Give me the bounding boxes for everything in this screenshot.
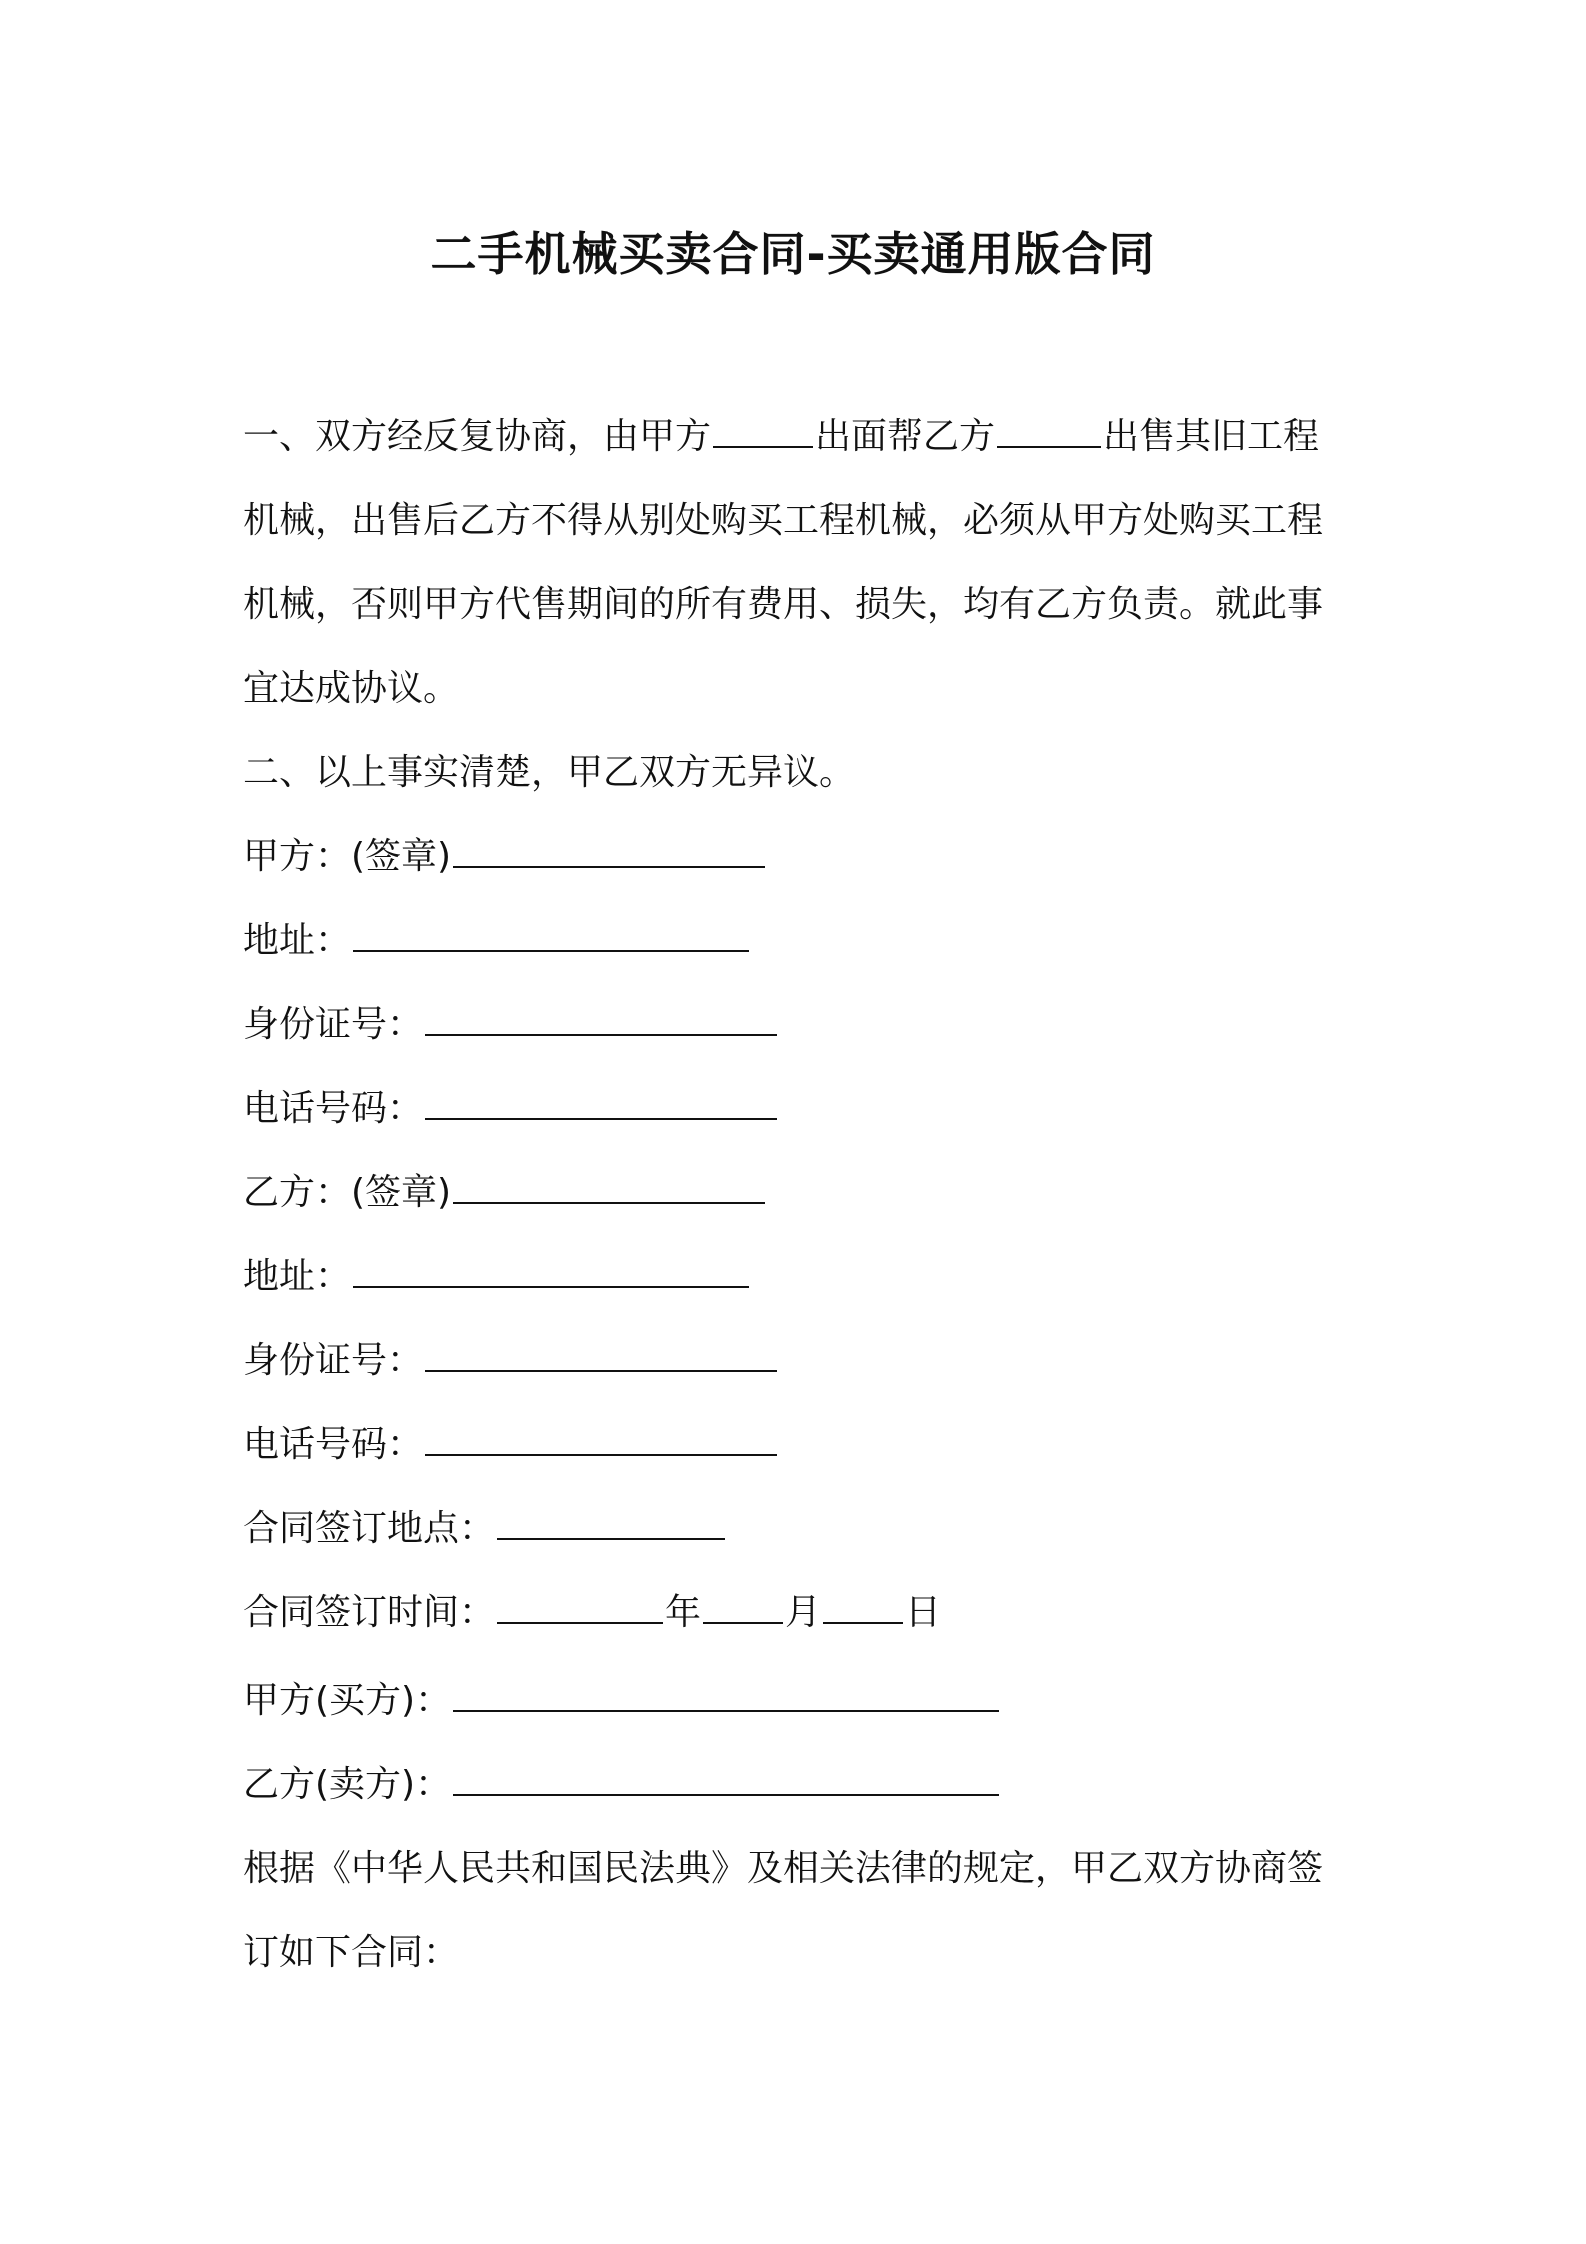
party-a-sign-row	[243, 832, 767, 882]
sign-month-label: 月	[785, 1592, 822, 1633]
party-b-id-label: 身份证号：	[243, 1340, 424, 1381]
party-b-address-label: 地址：	[243, 1256, 352, 1297]
party-a-sign-blank[interactable]	[453, 834, 765, 868]
party-b-id-row	[243, 1336, 779, 1386]
sign-place-blank[interactable]	[497, 1506, 725, 1540]
party-b-sign-label: 乙方：(签章)	[243, 1172, 452, 1213]
party-b-address-row	[243, 1252, 751, 1302]
clause-1-line-4: 宜达成协议。	[243, 668, 460, 709]
seller-row	[243, 1760, 1001, 1810]
party-b-id-blank[interactable]	[425, 1338, 777, 1372]
party-b-address-blank[interactable]	[353, 1254, 749, 1288]
party-a-id-row	[243, 1000, 779, 1050]
party-b-name-blank[interactable]	[997, 414, 1101, 448]
party-b-phone-label: 电话号码：	[243, 1424, 424, 1465]
basis-line-1: 根据《中华人民共和国民法典》及相关法律的规定，甲乙双方协商签	[243, 1848, 1324, 1889]
party-a-address-blank[interactable]	[353, 918, 749, 952]
sign-time-label: 合同签订时间：	[243, 1592, 496, 1633]
seller-blank[interactable]	[453, 1762, 999, 1796]
buyer-label: 甲方(买方)：	[243, 1680, 452, 1721]
clause-1-text-a: 一、双方经反复协商，由甲方	[243, 416, 712, 457]
clause-1-text-b: 出面帮乙方	[815, 416, 996, 457]
sign-place-label: 合同签订地点：	[243, 1508, 496, 1549]
document-title: 二手机械买卖合同-买卖通用版合同	[430, 227, 1156, 281]
seller-label: 乙方(卖方)：	[243, 1764, 452, 1805]
party-a-phone-row	[243, 1084, 779, 1134]
sign-place-row	[243, 1504, 727, 1554]
party-a-address-label: 地址：	[243, 920, 352, 961]
party-a-address-row	[243, 916, 751, 966]
sign-month-blank[interactable]	[703, 1590, 783, 1624]
buyer-row	[243, 1676, 1001, 1726]
clause-1-line-2: 机械，出售后乙方不得从别处购买工程机械，必须从甲方处购买工程	[243, 500, 1324, 541]
party-a-id-blank[interactable]	[425, 1002, 777, 1036]
party-b-phone-blank[interactable]	[425, 1422, 777, 1456]
party-b-sign-blank[interactable]	[453, 1170, 765, 1204]
basis-line-2: 订如下合同：	[243, 1932, 460, 1973]
sign-day-blank[interactable]	[823, 1590, 903, 1624]
clause-1-line-1	[243, 412, 1319, 462]
buyer-blank[interactable]	[453, 1678, 999, 1712]
party-a-phone-blank[interactable]	[425, 1086, 777, 1120]
sign-day-label: 日	[905, 1592, 942, 1633]
party-a-name-blank[interactable]	[713, 414, 813, 448]
party-b-phone-row	[243, 1420, 779, 1470]
sign-year-blank[interactable]	[497, 1590, 663, 1624]
sign-time-row	[243, 1588, 941, 1638]
clause-2: 二、以上事实清楚，甲乙双方无异议。	[243, 752, 856, 793]
clause-1-text-c: 出售其旧工程	[1103, 416, 1320, 457]
party-a-phone-label: 电话号码：	[243, 1088, 424, 1129]
sign-year-label: 年	[665, 1592, 702, 1633]
party-b-sign-row	[243, 1168, 767, 1218]
party-a-id-label: 身份证号：	[243, 1004, 424, 1045]
party-a-sign-label: 甲方：(签章)	[243, 836, 452, 877]
clause-1-line-3: 机械，否则甲方代售期间的所有费用、损失，均有乙方负责。就此事	[243, 584, 1324, 625]
